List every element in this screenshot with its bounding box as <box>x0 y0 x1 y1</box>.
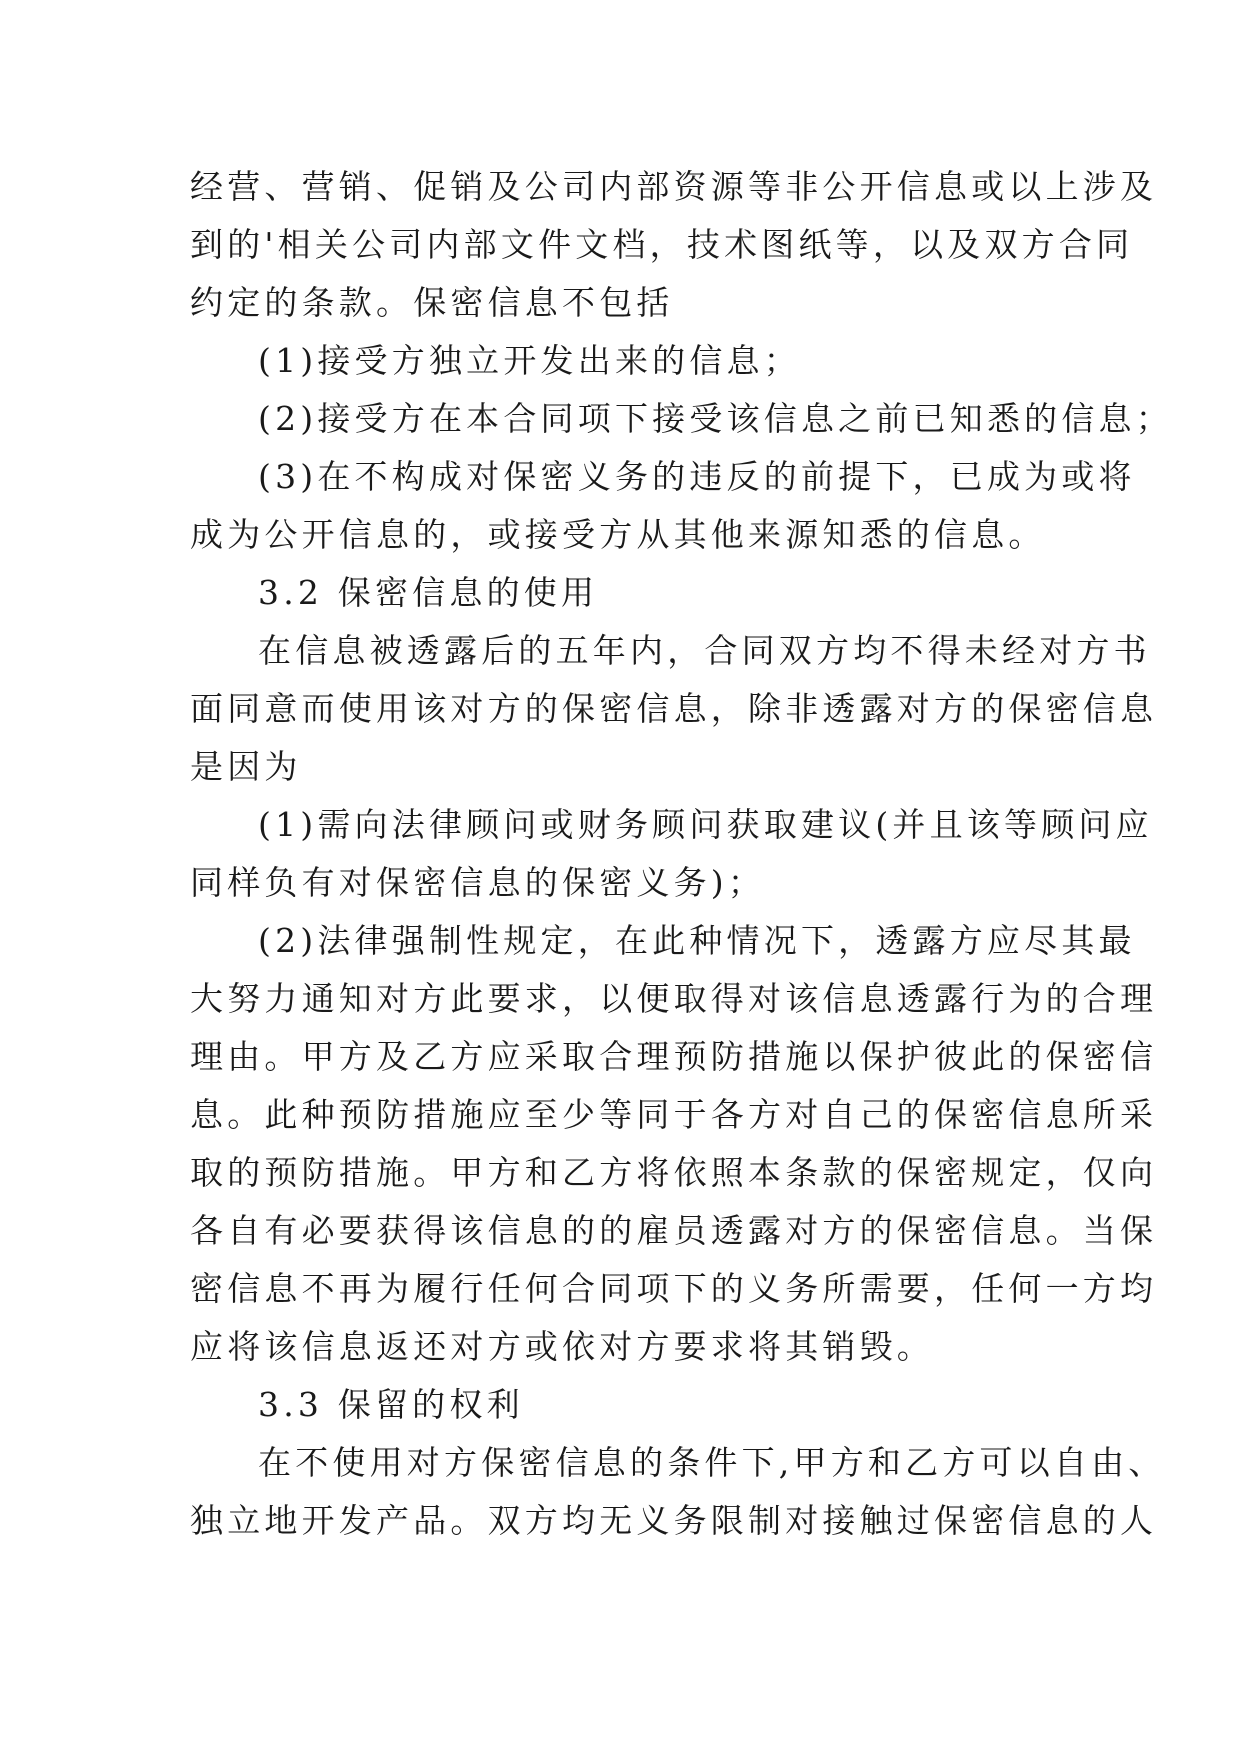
text-line: 面同意而使用该对方的保密信息，除非透露对方的保密信息 <box>190 689 1158 728</box>
text-line: 密信息不再为履行任何合同项下的义务所需要，任何一方均 <box>190 1269 1158 1308</box>
text-line: 大努力通知对方此要求，以便取得对该信息透露行为的合理 <box>190 979 1158 1018</box>
text-line: 独立地开发产品。双方均无义务限制对接触过保密信息的人 <box>190 1501 1158 1540</box>
list-item: (2)法律强制性规定，在此种情况下，透露方应尽其最 <box>258 921 1136 960</box>
text-line: 理由。甲方及乙方应采取合理预防措施以保护彼此的保密信 <box>190 1037 1158 1076</box>
text-line: 成为公开信息的，或接受方从其他来源知悉的信息。 <box>190 515 1046 554</box>
text-line: 同样负有对保密信息的保密义务)； <box>190 863 766 902</box>
list-item: (1)接受方独立开发出来的信息； <box>258 341 801 380</box>
text-line: 取的预防措施。甲方和乙方将依照本条款的保密规定，仅向 <box>190 1153 1158 1192</box>
text-line: 各自有必要获得该信息的的雇员透露对方的保密信息。当保 <box>190 1211 1158 1250</box>
document-page <box>190 158 1173 1550</box>
text-line: 息。此种预防措施应至少等同于各方对自己的保密信息所采 <box>190 1095 1158 1134</box>
text-line: 是因为 <box>190 747 302 786</box>
text-line: 经营、营销、促销及公司内部资源等非公开信息或以上涉及 <box>190 167 1158 206</box>
section-heading: 3.2 保密信息的使用 <box>258 573 599 612</box>
list-item: (1)需向法律顾问或财务顾问获取建议(并且该等顾问应 <box>258 805 1153 844</box>
section-heading: 3.3 保留的权利 <box>258 1385 524 1424</box>
list-item: (3)在不构成对保密义务的违反的前提下，已成为或将 <box>258 457 1136 496</box>
paragraph-start: 在信息被透露后的五年内，合同双方均不得未经对方书 <box>258 631 1151 670</box>
list-item: (2)接受方在本合同项下接受该信息之前已知悉的信息； <box>258 399 1173 438</box>
text-line: 约定的条款。保密信息不包括 <box>190 283 674 322</box>
text-line: 到的'相关公司内部文件文档，技术图纸等，以及双方合同 <box>190 225 1134 264</box>
paragraph-start: 在不使用对方保密信息的条件下,甲方和乙方可以自由、 <box>258 1443 1166 1482</box>
text-line: 应将该信息返还对方或依对方要求将其销毁。 <box>190 1327 934 1366</box>
